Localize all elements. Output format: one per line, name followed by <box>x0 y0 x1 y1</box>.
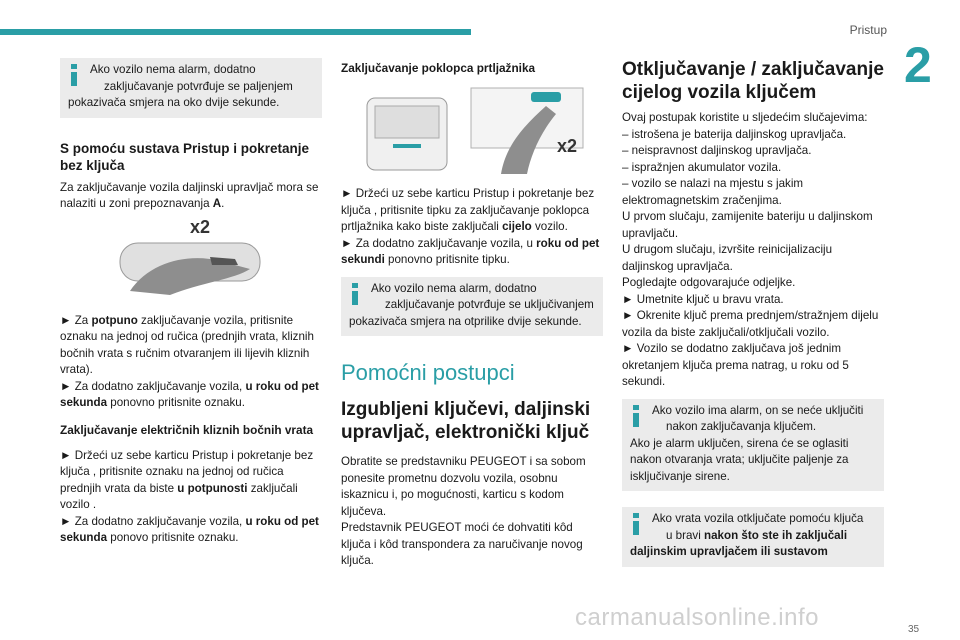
list-item: – vozilo se nalazi na mjestu s jakim elektromagnetskim zračenjima. <box>622 177 804 207</box>
chapter-number: 2 <box>904 37 932 93</box>
note-line: nakon zaključavanja ključem. <box>666 420 817 433</box>
note-line: Ako vrata vozila otključate pomoću ključa <box>652 512 864 525</box>
section-title: Pristup <box>849 23 887 37</box>
paragraph: Ovaj postupak koristite u sljedećim slučajevima: <box>622 111 868 124</box>
paragraph: Pogledajte odgovarajuće odjeljke. <box>622 276 796 289</box>
note-line: zaključavanje potvrđuje se paljenjem <box>104 79 293 93</box>
paragraph: U prvom slučaju, zamijenite bateriju u daljinskom upravljaču. <box>622 210 873 240</box>
note-line: pokazivača smjera na otprilike dvije sekunde. <box>349 314 582 328</box>
watermark: carmanualsonline.info <box>575 604 819 631</box>
note-line: u bravi nakon što ste ih zaključali <box>666 528 848 542</box>
list-item: – istrošena je baterija daljinskog upravljača. <box>622 127 847 141</box>
list-item: – neispravnost daljinskog upravljača. <box>622 144 812 157</box>
press-twice-label: x2 <box>190 216 211 237</box>
info-note <box>60 58 322 118</box>
paragraph: Predstavnik PEUGEOT moći će dohvatiti kôd ključa i kôd transpondera za naručivanje novog ključa. <box>341 521 583 567</box>
paragraph: ► Držeći uz sebe karticu Pristup i pokretanje bez ključa , pritisnite tipku za zaključavanje poklopca prtljažnika kako biste zaključali cijelo vozilo. <box>341 187 595 233</box>
paragraph: ► Za dodatno zaključavanje vozila, u roku od pet sekundi ponovno pritisnite tipku. <box>341 236 600 266</box>
paragraph: ► Za dodatno zaključavanje vozila, u roku od pet sekunda ponovno pritisnite oznaku. <box>60 379 319 409</box>
column-1 <box>60 58 322 547</box>
press-twice-label: x2 <box>557 136 578 156</box>
paragraph: ► Za dodatno zaključavanje vozila, u roku od pet sekunda ponovo pritisnite oznaku. <box>60 514 319 544</box>
info-note <box>622 399 884 492</box>
info-icon <box>70 64 78 86</box>
door-handle-illustration <box>60 216 322 303</box>
note-line: Ako vozilo nema alarm, dodatno <box>371 281 537 295</box>
info-icon <box>632 405 640 427</box>
paragraph: Za zaključavanje vozila daljinski upravljač mora se nalaziti u zoni prepoznavanja A. <box>60 180 319 210</box>
paragraph: Obratite se predstavniku PEUGEOT i sa sobom ponesite prometnu dozvolu vozila, osobnu iskaznicu i, po mogućnosti, karticu s kodom ključeva. <box>341 455 586 518</box>
note-line: pokazivača smjera na oko dvije sekunde. <box>68 96 280 109</box>
info-note <box>341 277 603 337</box>
note-line: daljinskim upravljačem ili sustavom <box>630 545 828 558</box>
paragraph: ► Umetnite ključ u bravu vrata. <box>622 292 784 306</box>
paragraph: ► Za potpuno zaključavanje vozila, pritisnite oznaku na jednoj od ručica (prednjih vrata, kliznih bočnih vrata s ručnim otvaranjem ili lijevih kliznih vrata). <box>60 313 314 376</box>
tailgate-illustration <box>341 84 603 176</box>
info-note <box>622 507 884 567</box>
section-heading-auxiliary: Pomoćni postupci <box>341 360 515 385</box>
paragraph: ► Držeći uz sebe karticu Pristup i pokretanje bez ključa , pritisnite oznaku na jednoj od ručica prednjih vrata da biste u potpunosti zaključali vozilo . <box>60 448 314 511</box>
note-line: Ako vozilo ima alarm, on se neće uključiti <box>652 403 864 417</box>
heading-key-unlock: Otključavanje / zaključavanje cijelog vozila ključem <box>622 59 884 103</box>
subheading-tailgate: Zaključavanje poklopca prtljažnika <box>341 61 536 75</box>
note-line: zaključavanje potvrđuje se uključivanjem <box>385 298 594 311</box>
info-icon <box>351 283 359 305</box>
subheading-keyless: S pomoću sustava Pristup i pokretanje bez ključa <box>60 140 310 173</box>
paragraph: U drugom slučaju, izvršite reinicijalizaciju daljinskog upravljača. <box>622 243 833 273</box>
paragraph: ► Vozilo se dodatno zaključava još jednim okretanjem ključa prema natrag, u roku od 5 sekundi. <box>622 342 849 388</box>
header-accent-bar <box>0 29 471 35</box>
heading-lost-keys: Izgubljeni ključevi, daljinski upravljač, elektronički ključ <box>341 399 591 443</box>
note-line: Ako je alarm uključen, sirena će se oglasiti nakon otvaranja vrata; uključite paljenje za isključivanje sirene. <box>630 436 849 483</box>
subheading-sliding-doors: Zaključavanje električnih kliznih bočnih vrata <box>60 422 314 437</box>
info-icon <box>632 513 640 535</box>
column-2 <box>341 58 603 570</box>
page-number: 35 <box>908 624 920 635</box>
paragraph: ► Okrenite ključ prema prednjem/stražnjem dijelu vozila da biste zaključali/otključali vozilo. <box>622 309 879 339</box>
note-line: Ako vozilo nema alarm, dodatno <box>90 63 256 76</box>
list-item: – ispražnjen akumulator vozila. <box>622 160 782 174</box>
column-3 <box>622 58 884 577</box>
